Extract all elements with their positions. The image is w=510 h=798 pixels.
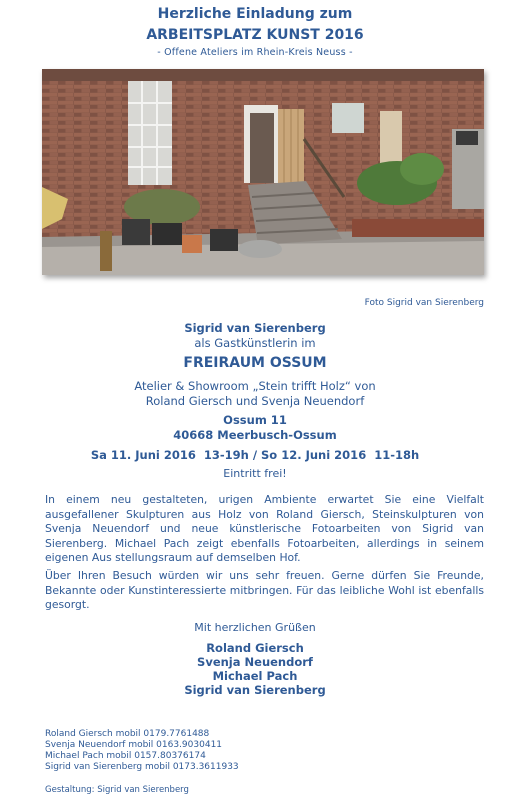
contact-line: Michael Pach mobil 0157.80376174 <box>45 751 206 761</box>
design-credit: Gestaltung: Sigrid van Sierenberg <box>45 785 189 795</box>
header-title: ARBEITSPLATZ KUNST 2016 <box>146 27 364 43</box>
signature-name: Svenja Neuendorf <box>197 655 313 669</box>
venue-street: Ossum 11 <box>223 413 287 427</box>
signature-name: Sigrid van Sierenberg <box>184 683 326 697</box>
header-subtitle: - Offene Ateliers im Rhein-Kreis Neuss - <box>157 47 353 58</box>
venue-desc-1: Atelier & Showroom „Stein trifft Holz“ von <box>134 379 376 393</box>
closing-greeting: Mit herzlichen Grüßen <box>194 621 316 634</box>
venue-city: 40668 Meerbusch-Ossum <box>173 428 337 442</box>
guest-artist-name: Sigrid van Sierenberg <box>184 321 326 335</box>
invitation-paragraph-2: Über Ihren Besuch würden wir uns sehr freuen. Gerne dürfen Sie Freunde, Bekannte oder Kunstinteressierte mitbringen. Für das leibliche Wohl ist ebenfalls gesorgt. <box>45 569 484 612</box>
signature-name: Roland Giersch <box>206 641 304 655</box>
courtyard-photo <box>42 69 484 275</box>
venue-title: FREIRAUM OSSUM <box>183 355 327 371</box>
photo-credit: Foto Sigrid van Sierenberg <box>364 298 484 308</box>
header-line1: Herzliche Einladung zum <box>157 6 353 22</box>
event-dates: Sa 11. Juni 2016 13-19h / So 12. Juni 2016 11-18h <box>90 448 420 462</box>
guest-artist-role: als Gastkünstlerin im <box>194 336 316 350</box>
contact-line: Roland Giersch mobil 0179.7761488 <box>45 729 210 739</box>
signature-name: Michael Pach <box>212 669 298 683</box>
contact-line: Svenja Neuendorf mobil 0163.9030411 <box>45 740 223 750</box>
contact-line: Sigrid van Sierenberg mobil 0173.3611933 <box>45 762 239 772</box>
venue-desc-2: Roland Giersch und Svenja Neuendorf <box>145 394 365 408</box>
courtyard-photo-image <box>42 69 484 275</box>
entry-note: Eintritt frei! <box>223 467 287 480</box>
invitation-paragraph-1: In einem neu gestalteten, urigen Ambiente erwartet Sie eine Vielfalt ausgefallener Skulpturen aus Holz von Roland Giersch, Steinskulpturen von Svenja Neuendorf und neue künstlerische Fotoarbeiten von Sigrid van Sierenberg. Michael Pach zeigt ebenfalls Fotoarbeiten, allerdings in seinem eigenen Aus stellungsraum auf demselben Hof. <box>45 493 484 565</box>
